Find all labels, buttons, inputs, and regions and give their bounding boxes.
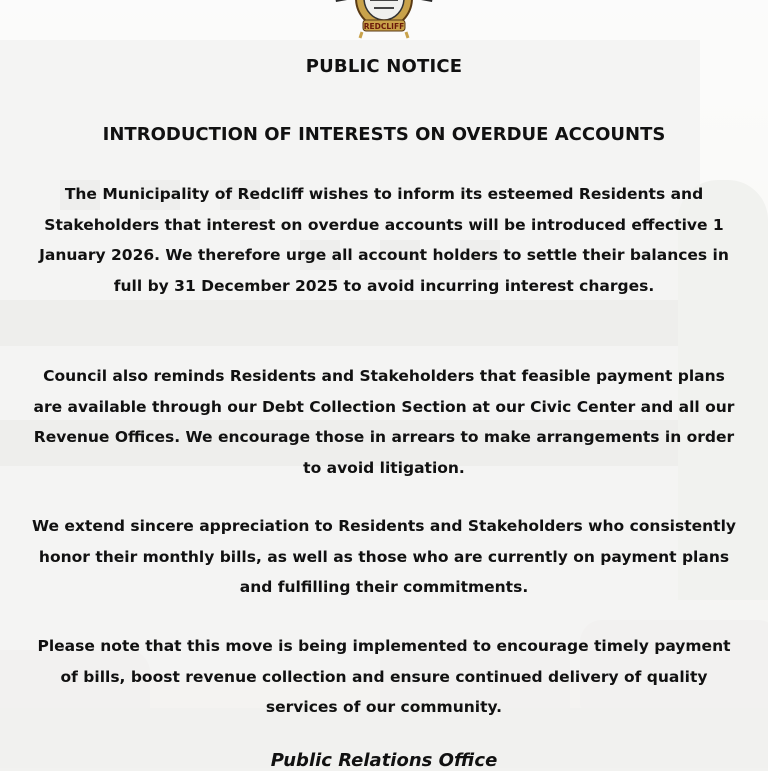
notice-paragraph: Council also reminds Residents and Stakeholders that feasible payment plans are available through our Debt Collection Section at our Civic Center and all our Revenue Offices. We encourage those in arrears to make arrangements in order to avoid litigation. — [33, 367, 735, 477]
crest-motto: REDCLIFF — [363, 22, 405, 31]
signoff: Public Relations Office — [270, 750, 498, 771]
redcliff-crest-icon — [330, 0, 438, 40]
notice-paragraph: Please note that this move is being implemented to encourage timely payment of bills, boost revenue collection and ensure continued delivery of quality services of our community. — [37, 637, 731, 716]
notice-paragraph: The Municipality of Redcliff wishes to inform its esteemed Residents and Stakeholders that interest on overdue accounts will be introduced effective 1 January 2026. We therefore urge all account holders to settle their balances in full by 31 December 2025 to avoid incurring interest charges. — [39, 185, 729, 295]
notice-heading: INTRODUCTION OF INTERESTS ON OVERDUE ACCOUNTS — [102, 124, 666, 145]
notice-title: PUBLIC NOTICE — [305, 56, 463, 77]
notice-paragraph: We extend sincere appreciation to Residents and Stakeholders who consistently honor their monthly bills, as well as those who are currently on payment plans and fulfilling their commitments. — [31, 517, 737, 596]
